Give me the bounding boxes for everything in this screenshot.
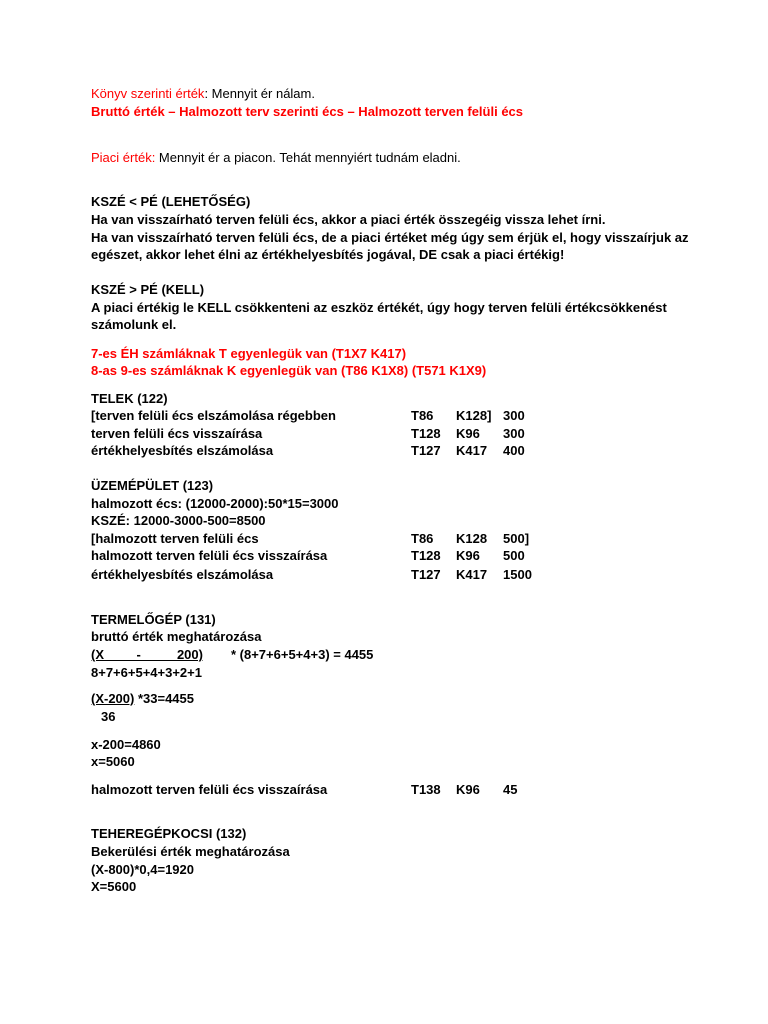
entry-debit: T86	[411, 531, 434, 546]
book-value-text: : Mennyit ér nálam.	[204, 86, 315, 101]
entry-credit: K96	[456, 426, 480, 441]
entry-debit: T86	[411, 408, 434, 423]
entry-debit: T127	[411, 443, 441, 458]
telek-heading: TELEK (122)	[91, 391, 168, 406]
entry-text: terven felüli écs visszaírása	[91, 426, 263, 441]
uzemepulet-calc-1: halmozott écs: (12000-2000):50*15=3000	[91, 496, 339, 511]
termelogep-subheading: bruttó érték meghatározása	[91, 629, 262, 644]
termelogep-step-1: x-200=4860	[91, 737, 161, 752]
termelogep-equation	[91, 691, 194, 707]
termelogep-eq-denominator: 36	[101, 709, 116, 724]
entry-amount: 300	[503, 408, 525, 423]
accounts-note-line-1: 7-es ÉH számláknak T egyenlegük van (T1X7 K417)	[91, 346, 407, 361]
uzemepulet-heading: ÜZEMÉPÜLET (123)	[91, 478, 214, 493]
entry-amount: 300	[503, 426, 525, 441]
teheregepkocsi-heading: TEHEREGÉPKOCSI (132)	[91, 826, 247, 841]
ksze-lt-line-1: Ha van visszaírható terven felüli écs, akkor a piaci érték összegéig vissza lehet írni.	[91, 212, 606, 227]
accounts-note-line-2: 8-as 9-es számláknak K egyenlegük van (T86 K1X8) (T571 K1X9)	[91, 363, 487, 378]
termelogep-step-2: x=5060	[91, 754, 135, 769]
teheregepkocsi-result: X=5600	[91, 879, 137, 894]
entry-credit: K417	[456, 443, 488, 458]
entry-amount: 45	[503, 782, 518, 797]
entry-text: [halmozott terven felüli écs	[91, 531, 259, 546]
entry-credit: K96	[456, 548, 480, 563]
book-value-formula: Bruttó érték – Halmozott terv szerinti écs – Halmozott terven felüli écs	[91, 104, 524, 119]
ksze-gt-heading: KSZÉ > PÉ (KELL)	[91, 282, 205, 297]
entry-credit: K128	[456, 531, 488, 546]
ksze-lt-line-3: egészet, akkor lehet élni az értékhelyesbítés jogával, DE csak a piaci értékig!	[91, 247, 565, 262]
entry-text: [terven felüli écs elszámolása régebben	[91, 408, 336, 423]
entry-amount: 1500	[503, 567, 532, 582]
entry-amount: 500]	[503, 531, 530, 546]
entry-credit: K417	[456, 567, 488, 582]
entry-amount: 400	[503, 443, 525, 458]
ksze-lt-heading: KSZÉ < PÉ (LEHETŐSÉG)	[91, 194, 251, 209]
ksze-lt-line-2: Ha van visszaírható terven felüli écs, de a piaci értéket még úgy sem érjük el, hogy visszaírjuk az	[91, 230, 689, 245]
fraction-numerator: (X - 200)	[91, 647, 203, 662]
teheregepkocsi-subheading: Bekerülési érték meghatározása	[91, 844, 290, 859]
entry-debit: T128	[411, 548, 441, 563]
book-value-label: Könyv szerinti érték	[91, 86, 205, 101]
equation-right: *33=4455	[134, 691, 195, 706]
equation-numerator: (X-200)	[91, 691, 135, 706]
entry-credit: K96	[456, 782, 480, 797]
entry-text: értékhelyesbítés elszámolása	[91, 443, 274, 458]
entry-credit: K128]	[456, 408, 492, 423]
termelogep-heading: TERMELŐGÉP (131)	[91, 612, 216, 627]
market-value-label: Piaci érték:	[91, 150, 156, 165]
ksze-gt-line-1: A piaci értékig le KELL csökkenteni az eszköz értékét, úgy hogy terven felüli értékcsökkenést	[91, 300, 667, 315]
ksze-gt-line-2: számolunk el.	[91, 317, 177, 332]
entry-text: értékhelyesbítés elszámolása	[91, 567, 274, 582]
entry-text: halmozott terven felüli écs visszaírása	[91, 548, 328, 563]
market-value-text: Mennyit ér a piacon. Tehát mennyiért tudnám eladni.	[155, 150, 461, 165]
book-value-line	[91, 86, 315, 102]
entry-debit: T128	[411, 426, 441, 441]
teheregepkocsi-equation: (X-800)*0,4=1920	[91, 862, 194, 877]
entry-amount: 500	[503, 548, 525, 563]
market-value-line	[91, 150, 461, 166]
termelogep-fraction-line	[91, 647, 373, 663]
entry-debit: T138	[411, 782, 441, 797]
entry-text: halmozott terven felüli écs visszaírása	[91, 782, 328, 797]
entry-debit: T127	[411, 567, 441, 582]
uzemepulet-calc-2: KSZÉ: 12000-3000-500=8500	[91, 513, 266, 528]
termelogep-denominator: 8+7+6+5+4+3+2+1	[91, 665, 202, 680]
fraction-multiplier: * (8+7+6+5+4+3) = 4455	[230, 647, 374, 662]
